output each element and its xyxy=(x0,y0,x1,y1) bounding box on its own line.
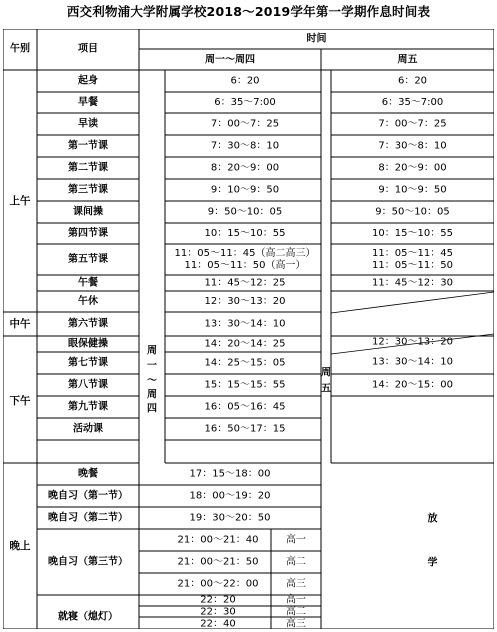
row-item-label: 早读 xyxy=(78,118,98,130)
evening-time: 18：00～19：20 xyxy=(189,490,271,502)
row-item-label: 第八节课 xyxy=(68,379,108,391)
weekday-time: 16：50～17：15 xyxy=(204,423,286,435)
row-item-label: 第七节课 xyxy=(68,357,108,369)
row-item-label: 第九节课 xyxy=(68,401,108,413)
friday-time: 8：20～9：00 xyxy=(378,162,447,174)
weekday-side-label: 周 xyxy=(147,345,157,357)
segment-morning: 上午 xyxy=(9,195,31,207)
friday-shift-slash xyxy=(331,292,494,313)
friday-time: 6：20 xyxy=(397,75,428,87)
time-header: 时间 xyxy=(306,33,327,45)
segment-header: 午别 xyxy=(10,43,30,55)
weekday-time: 9：10～9：50 xyxy=(210,184,280,196)
item-header: 项目 xyxy=(78,43,98,55)
row-item-label: 眼保健操 xyxy=(68,338,108,350)
lights-out-time: 22：20 xyxy=(200,594,236,606)
weekday-side-label: 一 xyxy=(147,360,157,372)
friday-time: 12：30～13：20 xyxy=(372,336,453,348)
lights-out-grade: 高一 xyxy=(286,594,306,606)
weekday-time: 7：30～8：10 xyxy=(210,140,280,152)
friday-time: 10：15～10：55 xyxy=(372,228,453,239)
row-item-label: 第三节课 xyxy=(68,184,108,196)
friday-time: 7：30～8：10 xyxy=(378,140,447,152)
friday-time: 9：10～9：50 xyxy=(378,184,447,196)
page-title: 西交利物浦大学附属学校2018～2019学年第一学期作息时间表 xyxy=(66,4,431,19)
weekday-time: 11：05～11：50（高一） xyxy=(184,260,306,271)
row-item-label: 第二节课 xyxy=(68,162,108,174)
dismissal-char: 放 xyxy=(427,513,438,525)
lights-out-grade: 高三 xyxy=(286,618,306,629)
lights-out-time: 22：30 xyxy=(200,606,236,618)
evening-time: 17：15～18：00 xyxy=(189,468,271,480)
third-session-grade: 高一 xyxy=(286,534,306,546)
friday-time: 11：05～11：50 xyxy=(372,260,453,271)
friday-time: 14：20～15：00 xyxy=(372,379,453,391)
row-item-label: 第六节课 xyxy=(68,318,108,330)
lights-out-time: 22：40 xyxy=(200,618,236,629)
weekday-time: 11：05～11：45（高二高三） xyxy=(174,248,316,259)
weekday-time: 9：50～10：05 xyxy=(207,206,283,218)
lights-out-label: 就寝（熄灯） xyxy=(58,611,118,623)
evening-time: 19：30～20：50 xyxy=(189,512,271,524)
weekday-side-label: 四 xyxy=(147,403,157,415)
friday-time: 11：45～12：30 xyxy=(372,277,453,289)
weekday-time: 12：30～13：20 xyxy=(204,296,286,307)
friday-time: 13：30～14：10 xyxy=(372,356,453,368)
row-item-label: 第五节课 xyxy=(68,254,108,265)
third-session-grade: 高三 xyxy=(286,578,306,590)
segment-afternoon: 下午 xyxy=(9,395,31,407)
friday-side-label: 周 xyxy=(321,367,331,379)
row-item-label: 午休 xyxy=(78,296,98,307)
third-session-time: 21：00～21：40 xyxy=(177,534,259,546)
friday-time: 11：05～11：45 xyxy=(372,248,453,259)
weekday-time: 11：45～12：25 xyxy=(204,277,286,289)
evening-item-label: 晚餐 xyxy=(78,468,98,480)
weekday-time: 6：35～7:00 xyxy=(214,97,276,108)
table-text xyxy=(10,32,453,630)
evening-item-label: 晚自习（第二节） xyxy=(48,512,128,524)
weekday-time: 13：30～14：10 xyxy=(204,318,286,330)
row-item-label: 活动课 xyxy=(73,423,103,435)
friday-side-label: 五 xyxy=(321,383,331,395)
weekday-time: 10：15～10：55 xyxy=(204,228,286,239)
third-session-grade: 高二 xyxy=(286,556,306,568)
friday-time: 6：35～7:00 xyxy=(381,97,444,108)
third-session-label: 晚自习（第三节） xyxy=(48,556,128,568)
friday-time: 9：50～10：05 xyxy=(375,206,450,218)
row-item-label: 午餐 xyxy=(78,277,98,289)
weekday-time: 7：00～7：25 xyxy=(210,118,280,130)
weekday-side-label: ～ xyxy=(147,375,157,387)
row-item-label: 第一节课 xyxy=(68,140,108,152)
row-item-label: 课间操 xyxy=(73,206,103,218)
evening-item-label: 晚自习（第一节） xyxy=(48,490,128,502)
third-session-time: 21：00～22：00 xyxy=(177,578,259,590)
weekdays-header: 周一～周四 xyxy=(205,54,255,66)
weekday-time: 6：20 xyxy=(230,75,260,87)
weekday-side-label: 周 xyxy=(147,389,157,401)
third-session-time: 21：00～21：50 xyxy=(177,556,259,568)
friday-time: 7：00～7：25 xyxy=(378,118,447,130)
weekday-time: 14：20～14：25 xyxy=(204,338,286,350)
row-item-label: 早餐 xyxy=(78,97,98,108)
row-item-label: 起身 xyxy=(78,75,98,87)
segment-noon: 中午 xyxy=(9,318,31,330)
friday-header: 周五 xyxy=(397,54,418,66)
weekday-time: 8：20～9：00 xyxy=(210,162,280,174)
weekday-time: 16：05～16：45 xyxy=(204,401,286,413)
schedule-table xyxy=(3,29,494,629)
segment-evening: 晚上 xyxy=(9,540,31,552)
weekday-time: 15：15～15：55 xyxy=(204,379,286,391)
weekday-time: 14：25～15：05 xyxy=(204,357,286,369)
row-item-label: 第四节课 xyxy=(68,228,108,239)
dismissal-char: 学 xyxy=(427,557,438,569)
lights-out-grade: 高二 xyxy=(286,606,306,618)
